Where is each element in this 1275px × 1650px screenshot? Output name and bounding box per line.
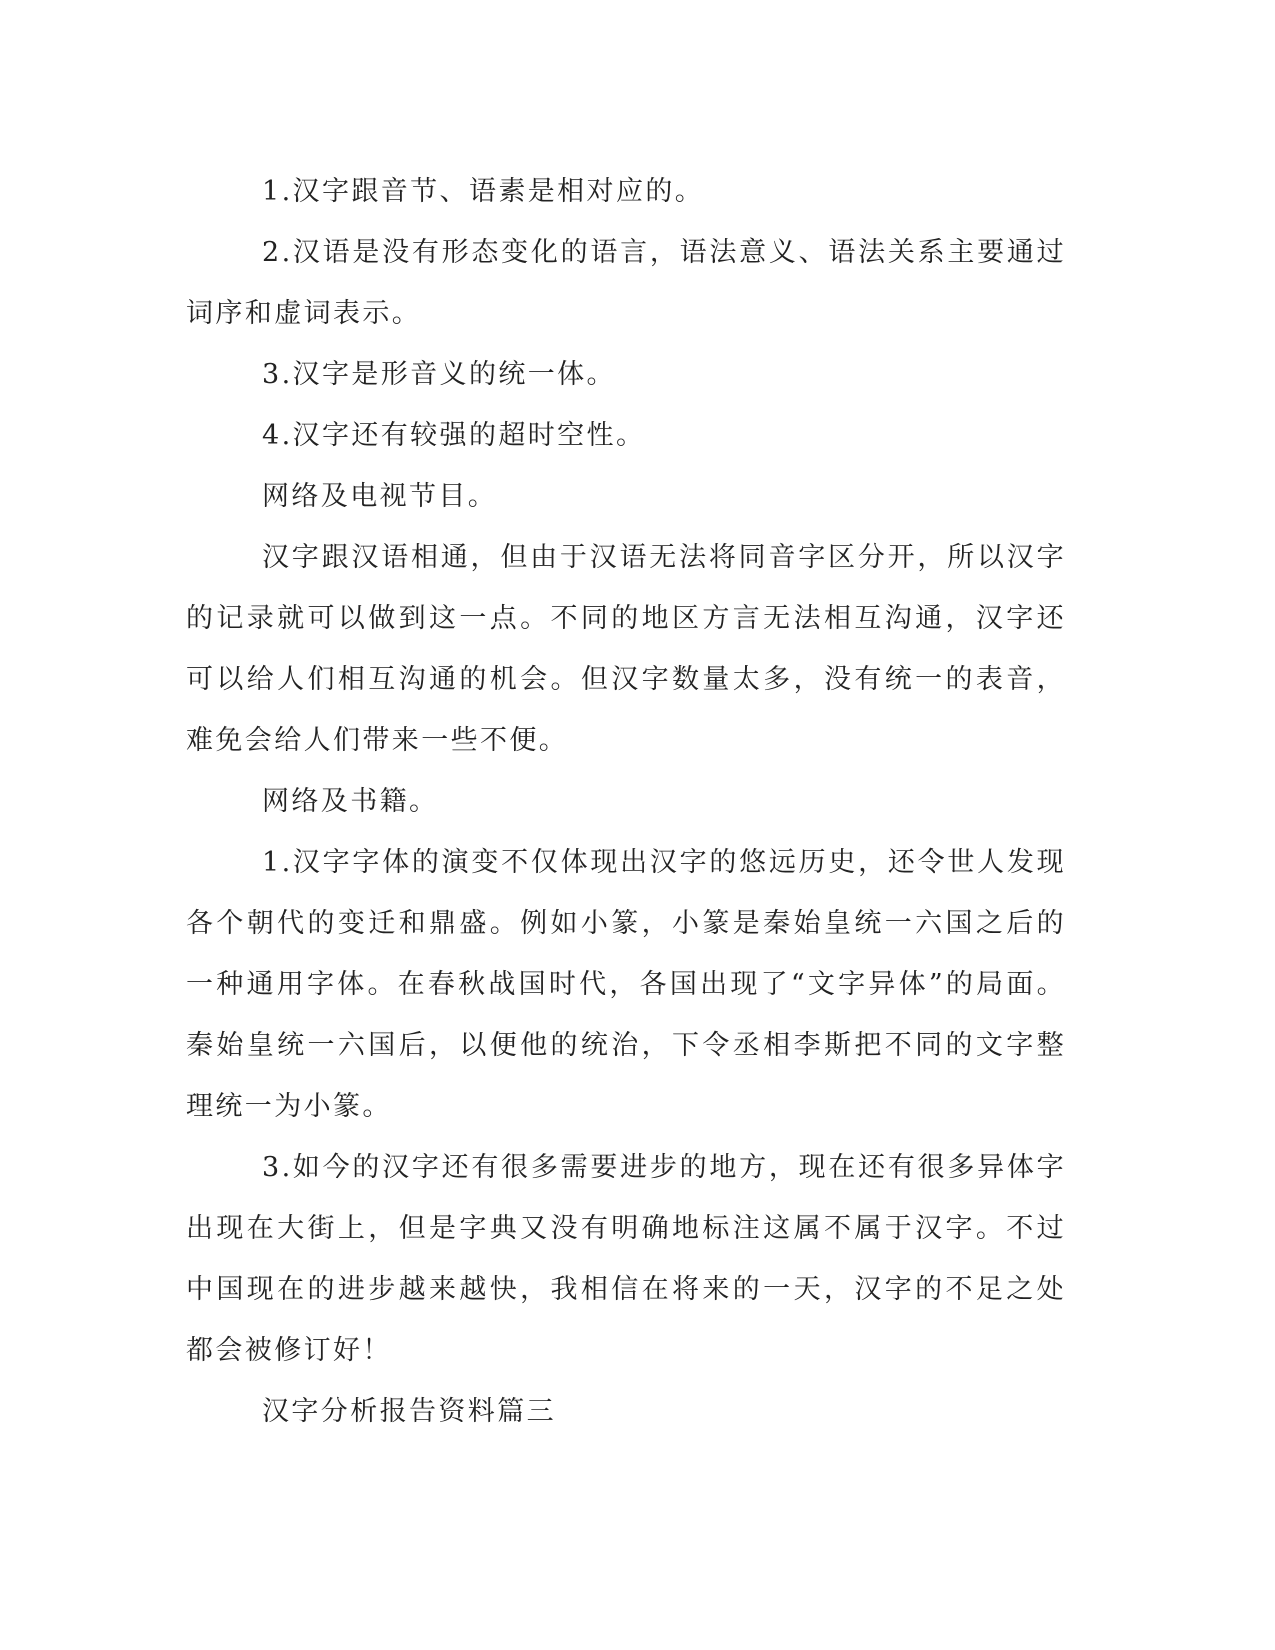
paragraph-variant-characters: 3.如今的汉字还有很多需要进步的地方，现在还有很多异体字出现在大街上，但是字典又没有明确地标注这属不属于汉字。不过中国现在的进步越来越快，我相信在将来的一天，汉字的不足之处都会被修订好！ — [186, 1152, 1066, 1366]
section-heading-part-three: 汉字分析报告资料篇三 — [262, 1396, 556, 1427]
paragraph-no-morphology: 2.汉语是没有形态变化的语言，语法意义、语法关系主要通过词序和虚词表示。 — [186, 237, 1066, 329]
paragraph-timelessness: 4.汉字还有较强的超时空性。 — [262, 420, 646, 451]
paragraph-source-books: 网络及书籍。 — [262, 786, 439, 817]
document-body — [186, 161, 1066, 1442]
paragraph-font-evolution: 1.汉字字体的演变不仅体现出汉字的悠远历史，还令世人发现各个朝代的变迁和鼎盛。例如小篆，小篆是秦始皇统一六国之后的一种通用字体。在春秋战国时代，各国出现了“文字异体”的局面。秦始皇统一六国后，以便他的统治，下令丞相李斯把不同的文字整理统一为小篆。 — [186, 847, 1066, 1122]
paragraph-form-sound-meaning: 3.汉字是形音义的统一体。 — [262, 359, 616, 390]
paragraph-syllable-morpheme: 1.汉字跟音节、语素是相对应的。 — [262, 176, 705, 207]
paragraph-source-tv: 网络及电视节目。 — [262, 481, 498, 512]
paragraph-homophones: 汉字跟汉语相通，但由于汉语无法将同音字区分开，所以汉字的记录就可以做到这一点。不同的地区方言无法相互沟通，汉字还可以给人们相互沟通的机会。但汉字数量太多，没有统一的表音，难免会给人们带来一些不便。 — [186, 542, 1066, 756]
